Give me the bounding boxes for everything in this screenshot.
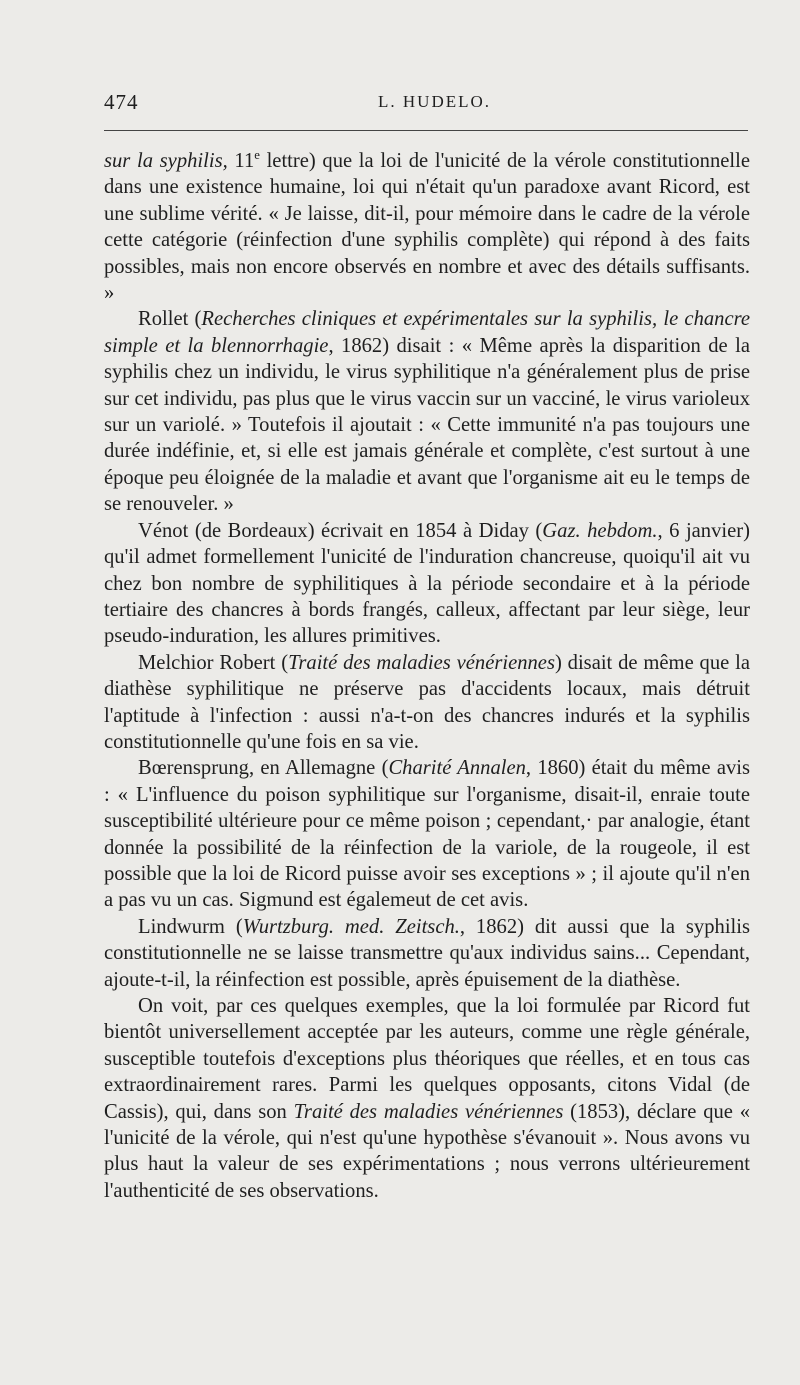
superscript: e xyxy=(254,148,260,163)
paragraph-melchior-robert xyxy=(104,650,750,756)
paragraph-rollet xyxy=(104,306,750,517)
text-run: Melchior Robert ( xyxy=(138,651,289,674)
italic-citation: Charité Annalen xyxy=(388,757,526,780)
text-run: Lindwurm ( xyxy=(138,915,243,938)
text-run: , 6 janvier) qu'il admet formellement l'unicité de l'induration chancreuse, quoiqu'il ait vu chez bon nombre de syphilitiques à la période secondaire et à la période tertiaire des chancres à bords frangés, calleux, affectant par leur siège, leur pseudo-induration, les allures primitives. xyxy=(104,519,750,648)
paragraph-lindwurm xyxy=(104,914,750,993)
italic-citation: Gaz. hebdom. xyxy=(542,519,658,542)
italic-citation: Wurtzburg. med. Zeitsch. xyxy=(242,915,460,938)
text-run: lettre) que la loi de l'unicité de la vérole constitutionnelle dans une existence humaine, loi qui n'était qu'un paradoxe avant Ricord, est une sublime vérité. « Je laisse, dit-il, pour mémoire dans le cadre de la vérole cette catégorie (réinfection d'une syphilis complète) qui répond à des faits possibles, mais non encore observés en nombre et avec des détails suffisants. » xyxy=(104,150,750,305)
paragraph-conclusion xyxy=(104,993,750,1204)
paragraph-ricord-quote xyxy=(104,148,750,306)
text-run: Rollet ( xyxy=(138,308,202,331)
italic-citation: Traité des maladies vénériennes xyxy=(293,1100,564,1123)
text-run: , 1862) dit aussi que la syphilis constitutionnelle ne se laisse transmettre qu'aux individus sains... Cependant, ajoute-t-il, la réinfection est possible, après épuisement de la diathèse. xyxy=(104,915,750,991)
text-run: On voit, par ces quelques exemples, que la loi formulée par Ricord fut bientôt universellement acceptée par les auteurs, comme une règle générale, susceptible toutefois d'exceptions plus théoriques que réelles, et en tous cas extraordinairement rares. Parmi les quelques opposants, citons Vidal (de Cassis), qui, dans son xyxy=(104,995,750,1123)
text-run: (1853), déclare que « l'unicité de la vérole, qui n'est qu'une hypothèse s'évanouit ». Nous avons vu plus haut la valeur de ses expérimentations ; nous verrons ultérieurement l'authenticité de ses observations. xyxy=(104,1100,751,1202)
body-text xyxy=(104,148,750,1204)
italic-citation: sur la syphilis, xyxy=(104,150,228,172)
page-number: 474 xyxy=(104,90,139,114)
text-run: , 1860) était du même avis : « L'influence du poison syphilitique sur l'organisme, disait-il, enraie toute susceptibilité ultérieure pour ce même poison ; cependant,· par analogie, étant donnée la possibilité de la réinfection de la variole, de la rougeole, il est possible que la loi de Ricord puisse avoir ses exceptions » ; il ajoute qu'il n'en a pas vu un cas. Sigmund est égalemeut de cet avis. xyxy=(104,757,750,912)
italic-citation: Traité des maladies vénériennes xyxy=(288,651,555,674)
text-run: 11 xyxy=(227,150,255,172)
text-run: , 1862) disait : « Même après la disparition de la syphilis chez un individu, le virus syphilitique n'a généralement plus de prise sur cet individu, pas plus que le virus vaccin sur un vacciné, le virus varioleux sur un variolé. » Toutefois il ajoutait : « Cette immunité n'a pas toujours une durée indéfinie, et, si elle est jamais générale et complète, c'est surtout à une époque peu éloignée de la maladie et avant que l'organisme ait eu le temps de se renouveler. » xyxy=(104,334,750,516)
text-run: ) disait de même que la diathèse syphilitique ne préserve pas d'accidents locaux, mais détruit l'aptitude à l'infection : aussi n'a-t-on des chancres indurés et la syphilis constitutionnelle qu'une fois en sa vie. xyxy=(104,651,750,753)
paragraph-venot xyxy=(104,518,750,650)
page-header xyxy=(104,90,748,131)
running-title: L. HUDELO. xyxy=(378,92,492,111)
italic-citation: Recherches cliniques et expérimentales sur la syphilis, le chancre simple et la blennorrhagie xyxy=(104,308,750,357)
paragraph-boerensprung xyxy=(104,755,750,913)
text-run: Bœrensprung, en Allemagne ( xyxy=(138,757,389,780)
text-run: Vénot (de Bordeaux) écrivait en 1854 à Diday ( xyxy=(138,519,543,542)
